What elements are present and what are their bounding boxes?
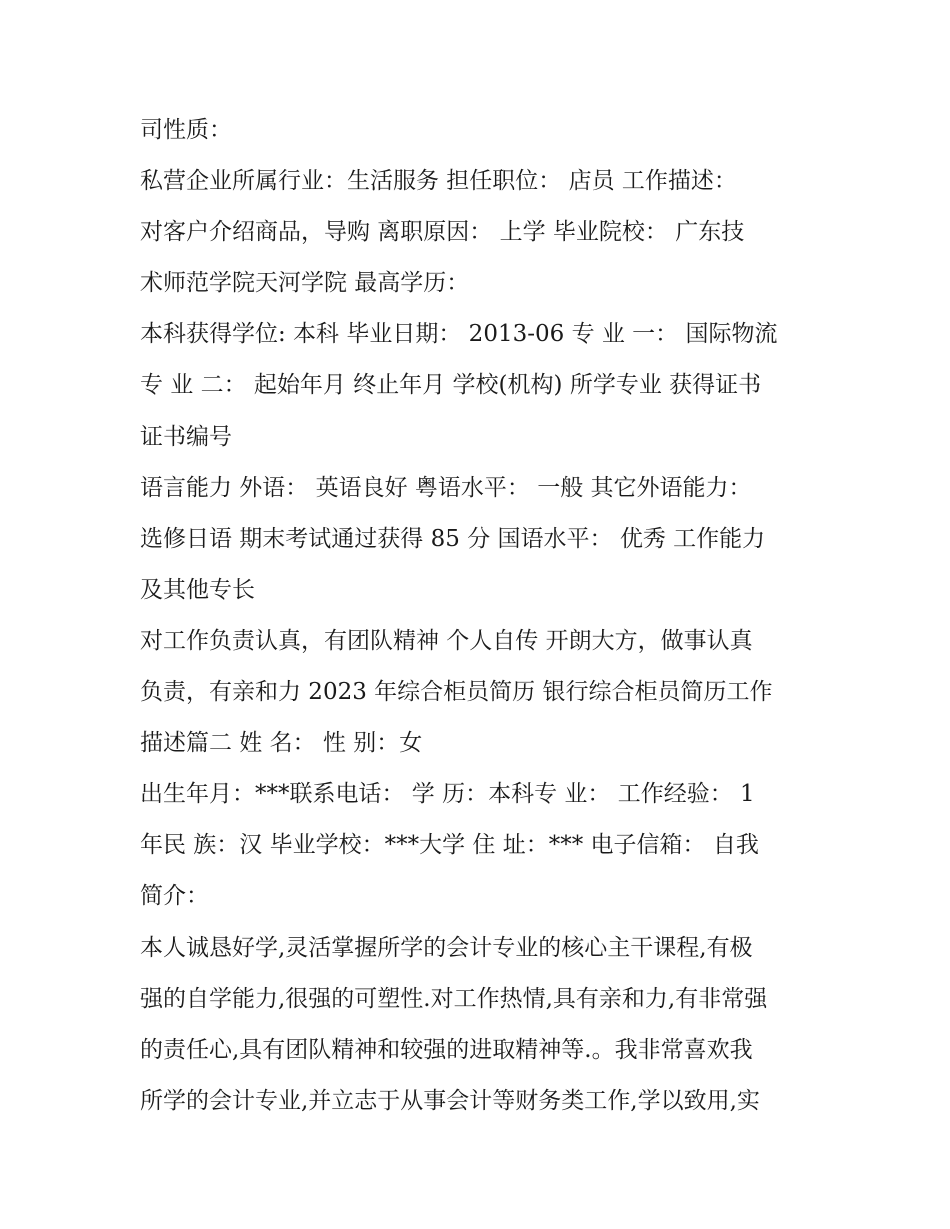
- text-line: 证书编号: [140, 423, 232, 450]
- text-line: 语言能力 外语： 英语良好 粤语水平： 一般 其它外语能力：: [140, 474, 752, 501]
- text-line: 术师范学院天河学院 最高学历：: [140, 270, 470, 297]
- text-line: 年民 族：汉 毕业学校：***大学 住 址：*** 电子信箱： 自我: [140, 832, 759, 859]
- text-line: 描述篇二 姓 名： 性 别：女: [140, 730, 423, 757]
- text-line: 私营企业所属行业：生活服务 担任职位： 店员 工作描述：: [140, 168, 737, 195]
- text-line: 负责，有亲和力 2023 年综合柜员简历 银行综合柜员简历工作: [140, 679, 773, 706]
- text-line: 及其他专长: [140, 576, 255, 603]
- text-line: 选修日语 期末考试通过获得 85 分 国语水平： 优秀 工作能力: [140, 525, 766, 552]
- text-line: 专 业 二： 起始年月 终止年月 学校(机构) 所学专业 获得证书: [140, 372, 762, 399]
- text-line: 出生年月：***联系电话： 学 历：本科专 业： 工作经验： 1: [140, 781, 755, 808]
- text-line: 强的自学能力,很强的可塑性.对工作热情,具有亲和力,有非常强: [140, 985, 768, 1012]
- text-line: 本科获得学位: 本科 毕业日期： 2013-06 专 业 一： 国际物流: [140, 321, 778, 348]
- text-line: 对工作负责认真，有团队精神 个人自传 开朗大方，做事认真: [140, 627, 753, 654]
- text-line: 司性质：: [140, 117, 232, 143]
- body-text: [140, 108, 812, 1130]
- text-line: 简介：: [140, 883, 209, 910]
- text-line: 所学的会计专业,并立志于从事会计等财务类工作,学以致用,实: [140, 1087, 760, 1114]
- text-line: 本人诚恳好学,灵活掌握所学的会计专业的核心主干课程,有极: [140, 934, 753, 961]
- text-line: 的责任心,具有团队精神和较强的进取精神等.。我非常喜欢我: [140, 1036, 753, 1063]
- text-line: 对客户介绍商品，导购 离职原因： 上学 毕业院校： 广东技: [140, 219, 745, 246]
